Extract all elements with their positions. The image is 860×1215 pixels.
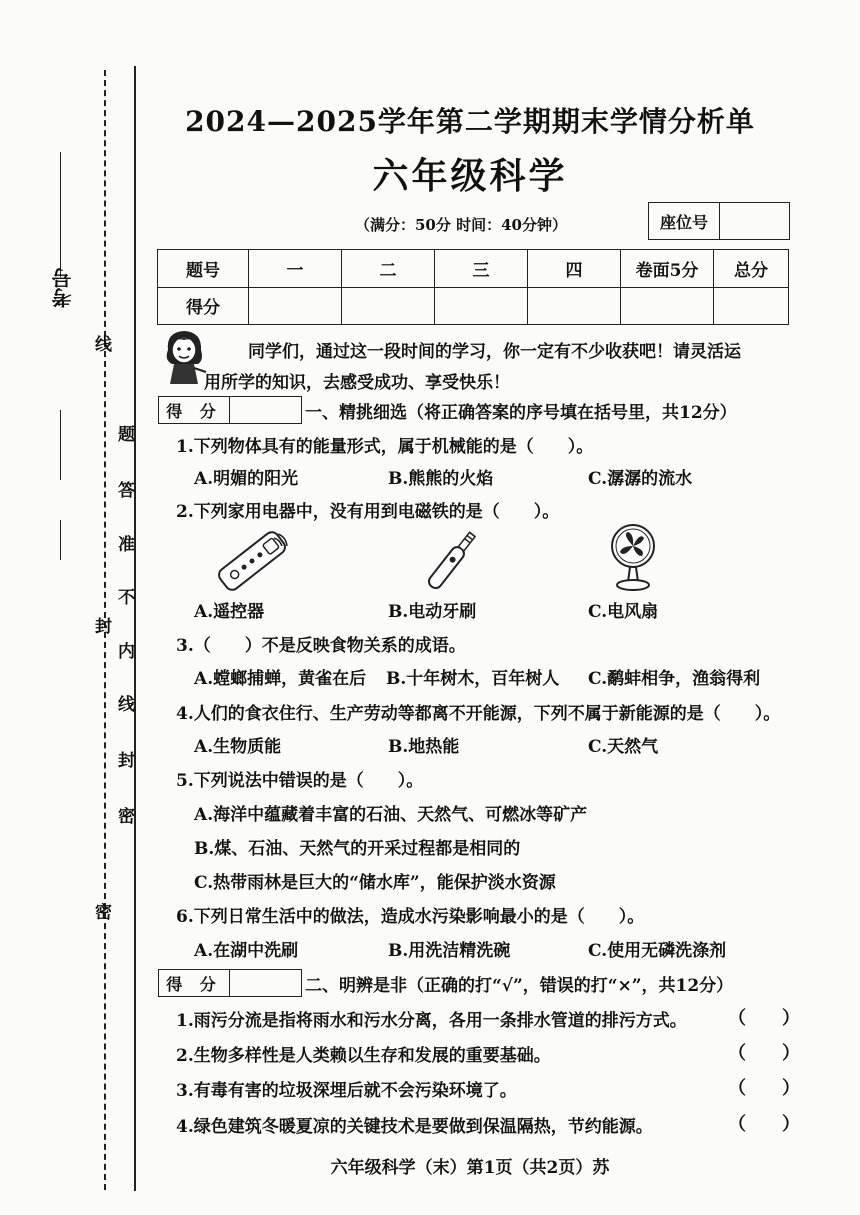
warning-char: 密 xyxy=(118,807,135,827)
intro-line-1: 同学们，通过这一段时间的学习，你一定有不少收获吧！请灵活运 xyxy=(248,342,741,362)
electric-toothbrush-icon xyxy=(420,524,486,596)
question-4: 4.人们的食衣住行、生产劳动等都离不开能源，下列不属于新能源的是（ ）。 xyxy=(176,704,781,724)
section1-title: 一、精挑细选（将正确答案的序号填在括号里，共12分） xyxy=(305,403,737,423)
q1-option-c: C.潺潺的流水 xyxy=(588,469,693,489)
section2-score-field[interactable] xyxy=(230,970,301,996)
q2-option-c: C.电风扇 xyxy=(588,602,659,622)
name-underline xyxy=(60,410,61,480)
score-col-header: 卷面5分 xyxy=(621,250,714,288)
q6-option-b: B.用洗洁精洗碗 xyxy=(388,941,511,961)
answer-paren[interactable]: （ ） xyxy=(728,1114,800,1135)
q4-option-b: B.地热能 xyxy=(388,737,460,757)
name-fragment-mark xyxy=(60,520,73,560)
section2-title: 二、明辨是非（正确的打“√”，错误的打“×”，共12分） xyxy=(305,976,734,996)
binding-seal-char: 封 xyxy=(95,617,112,637)
electric-fan-icon xyxy=(606,522,660,592)
q1-option-a: A.明媚的阳光 xyxy=(194,469,299,489)
score-cell[interactable] xyxy=(435,287,528,325)
answer-paren[interactable]: （ ） xyxy=(728,1078,800,1099)
score-cell[interactable] xyxy=(621,287,714,325)
binding-solid-line xyxy=(134,66,136,1191)
binding-secret-char: 密 xyxy=(95,903,112,923)
answer-paren[interactable]: （ ） xyxy=(728,1008,800,1029)
answer-paren[interactable]: （ ） xyxy=(728,1043,800,1064)
q6-option-c: C.使用无磷洗涤剂 xyxy=(588,941,727,961)
q1-option-b: B.熊熊的火焰 xyxy=(388,469,494,489)
warning-char: 线 xyxy=(118,695,135,715)
score-box-label: 得 分 xyxy=(159,970,230,996)
question-1: 1.下列物体具有的能量形式，属于机械能的是（ ）。 xyxy=(176,437,594,457)
q5-option-a: A.海洋中蕴藏着丰富的石油、天然气、可燃冰等矿产 xyxy=(194,805,588,825)
statement-2: 2.生物多样性是人类赖以生存和发展的重要基础。 xyxy=(176,1046,551,1066)
binding-line-char: 线 xyxy=(95,335,112,355)
q2-option-b: B.电动牙刷 xyxy=(388,602,477,622)
q4-option-c: C.天然气 xyxy=(588,737,659,757)
score-col-header: 总分 xyxy=(714,250,789,288)
question-5: 5.下列说法中错误的是（ ）。 xyxy=(176,771,424,791)
score-col-header: 题号 xyxy=(158,250,249,288)
score-col-header: 四 xyxy=(528,250,621,288)
warning-char: 答 xyxy=(118,481,135,501)
section1-score-box xyxy=(158,396,302,424)
score-box-label: 得 分 xyxy=(159,397,230,423)
score-row-label: 得分 xyxy=(158,287,249,325)
score-cell[interactable] xyxy=(249,287,342,325)
section2-score-box xyxy=(158,969,302,997)
section1-score-field[interactable] xyxy=(230,397,301,423)
statement-4: 4.绿色建筑冬暖夏凉的关键技术是要做到保温隔热，节约能源。 xyxy=(176,1117,653,1137)
score-cell[interactable] xyxy=(342,287,435,325)
cartoon-girl-icon xyxy=(160,328,210,386)
page-footer: 六年级科学（末）第1页（共2页）苏 xyxy=(330,1158,610,1178)
score-col-header: 二 xyxy=(342,250,435,288)
statement-3: 3.有毒有害的垃圾深埋后就不会污染环境了。 xyxy=(176,1081,517,1101)
intro-line-2: 用所学的知识，去感受成功、享受快乐！ xyxy=(204,373,510,393)
q3-option-a: A.螳螂捕蝉，黄雀在后 xyxy=(194,669,367,689)
warning-char: 内 xyxy=(118,642,135,662)
subject-title: 六年级科学 xyxy=(372,155,568,197)
question-3: 3.（ ）不是反映食物关系的成语。 xyxy=(176,636,466,656)
warning-char: 题 xyxy=(118,425,135,445)
seat-number-field[interactable] xyxy=(720,203,789,239)
question-2: 2.下列家用电器中，没有用到电磁铁的是（ ）。 xyxy=(176,502,560,522)
remote-control-icon xyxy=(212,530,292,592)
q3-option-b: B.十年树木，百年树人 xyxy=(386,669,560,689)
warning-char: 准 xyxy=(118,535,135,555)
q2-option-a: A.遥控器 xyxy=(194,602,265,622)
score-col-header: 三 xyxy=(435,250,528,288)
exam-no-underline xyxy=(60,152,61,277)
q3-option-c: C.鹬蚌相争，渔翁得利 xyxy=(588,669,761,689)
seat-number-label: 座位号 xyxy=(649,203,720,239)
exam-title: 2024—2025学年第二学期期末学情分析单 xyxy=(185,105,755,138)
score-col-header: 一 xyxy=(249,250,342,288)
exam-meta: （满分：50分 时间：40分钟） xyxy=(355,216,567,234)
score-cell[interactable] xyxy=(528,287,621,325)
warning-char: 封 xyxy=(118,751,135,771)
q4-option-a: A.生物质能 xyxy=(194,737,282,757)
statement-1: 1.雨污分流是指将雨水和污水分离，各用一条排水管道的排污方式。 xyxy=(176,1011,687,1031)
score-table xyxy=(157,249,789,325)
score-cell[interactable] xyxy=(714,287,789,325)
q5-option-c: C.热带雨林是巨大的“储水库”，能保护淡水资源 xyxy=(194,873,556,893)
question-6: 6.下列日常生活中的做法，造成水污染影响最小的是（ ）。 xyxy=(176,907,645,927)
exam-no-label: 考号 xyxy=(51,268,75,308)
q5-option-b: B.煤、石油、天然气的开采过程都是相同的 xyxy=(194,839,521,859)
warning-char: 不 xyxy=(118,588,135,608)
q6-option-a: A.在湖中洗刷 xyxy=(194,941,299,961)
seat-number-box xyxy=(648,202,790,240)
